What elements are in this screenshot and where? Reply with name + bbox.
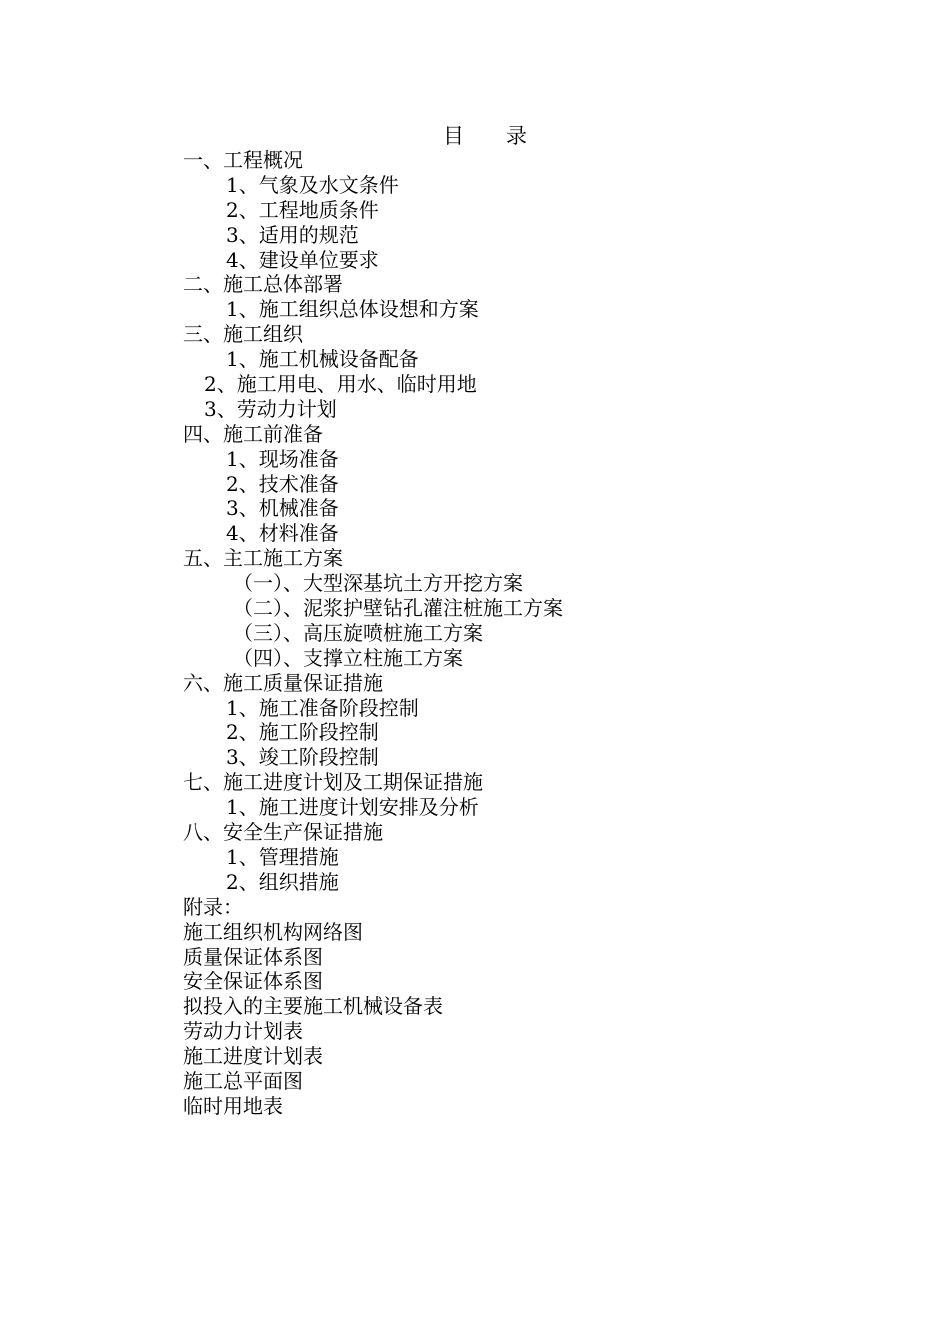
toc-entry: 1、施工进度计划安排及分析 [226,795,479,820]
toc-entry: 附录： [183,894,243,919]
toc-entry: 四、施工前准备 [183,421,323,446]
toc-entry: （四）、支撑立柱施工方案 [233,645,463,670]
toc-entry: 一、工程概况 [183,148,303,172]
toc-entry: 三、施工组织 [183,322,303,347]
toc-entry: （二）、泥浆护壁钻孔灌注桩施工方案 [233,596,563,621]
toc-entry: 六、施工质量保证措施 [183,670,383,695]
toc-entry: 质量保证体系图 [183,944,323,969]
toc-entry: 2、技术准备 [226,471,339,496]
toc-entry: 2、施工用电、用水、临时用地 [204,372,477,397]
toc-entry: 1、气象及水文条件 [226,172,399,197]
toc-entry: 1、施工机械设备配备 [226,347,419,372]
toc-entry: 2、组织措施 [226,869,339,894]
toc-entry: 1、现场准备 [226,446,339,471]
toc-entry: 八、安全生产保证措施 [183,820,383,845]
toc-entry: 3、机械准备 [226,496,339,521]
toc-entry: 3、适用的规范 [226,222,359,247]
toc-entry: 施工组织机构网络图 [183,919,363,944]
toc-entry: 安全保证体系图 [183,969,323,994]
toc-entry: 劳动力计划表 [183,1019,303,1044]
toc-entry: 施工进度计划表 [183,1044,323,1069]
toc-entry: （三）、高压旋喷桩施工方案 [233,620,483,645]
toc-entry: 施工总平面图 [183,1068,303,1093]
toc-entry: 2、工程地质条件 [226,197,379,222]
toc-title: 目 录 [443,124,527,148]
table-of-contents [183,148,563,1119]
toc-entry: 3、劳动力计划 [204,396,337,421]
toc-entry: 1、管理措施 [226,844,339,869]
toc-entry: 3、竣工阶段控制 [226,745,379,770]
toc-entry: 1、施工准备阶段控制 [226,695,419,720]
toc-entry: 二、施工总体部署 [183,272,343,297]
toc-entry: 4、材料准备 [226,521,339,546]
toc-entry: 七、施工进度计划及工期保证措施 [183,770,483,795]
toc-entry: 五、主工施工方案 [183,546,343,571]
toc-entry: 4、建设单位要求 [226,247,379,272]
toc-entry: 1、施工组织总体设想和方案 [226,297,479,322]
toc-entry: （一）、大型深基坑土方开挖方案 [233,571,523,596]
toc-entry: 拟投入的主要施工机械设备表 [183,994,443,1019]
toc-entry: 2、施工阶段控制 [226,720,379,745]
toc-entry: 临时用地表 [183,1093,283,1118]
